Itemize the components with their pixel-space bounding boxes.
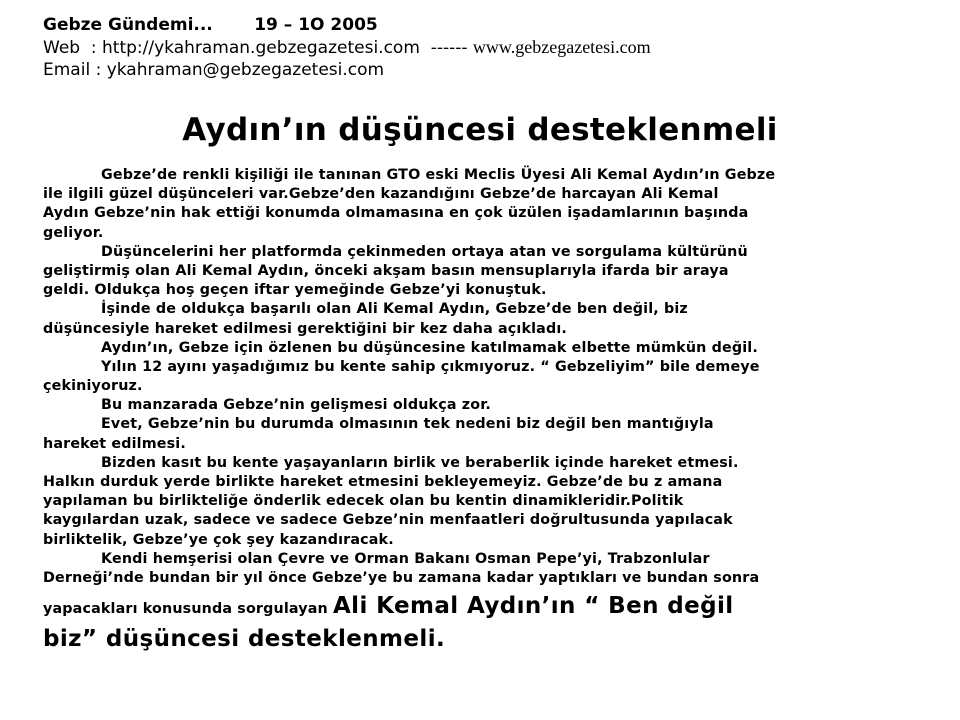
body-line: geliyor. [43, 224, 104, 241]
email-link[interactable]: ykahraman@gebzegazetesi.com [106, 60, 385, 80]
body-line: çekiniyoruz. [43, 378, 143, 395]
source-name: Gebze Gündemi... [43, 15, 213, 35]
closing-line [43, 588, 903, 624]
body-line: Gebze’de renkli kişiliği ile tanınan GTO eski Meclis Üyesi Ali Kemal Aydın’ın Gebze [101, 167, 776, 183]
closing-lead-text: yapacakları konusunda sorgulayan [43, 601, 333, 618]
source-line [43, 14, 651, 36]
body-line: kaygılardan uzak, sadece ve sadece Gebze’nin menfaatleri doğrultusunda yapılacak [43, 512, 733, 529]
body-line: İşinde de oldukça başarılı olan Ali Kemal Aydın, Gebze’de ben değil, biz [101, 301, 688, 318]
body-line: yapılaman bu birlikteliğe önderlik edecek olan bu kentin dinamikleridir.Politik [43, 493, 684, 510]
body-line: geliştirmiş olan Ali Kemal Aydın, önceki akşam basın mensuplarıyla ifarda bir araya [43, 262, 729, 279]
body-line: Kendi hemşerisi olan Çevre ve Orman Bakanı Osman Pepe’yi, Trabzonlular [101, 550, 710, 567]
web-line [43, 36, 651, 59]
body-line: Halkın durduk yerde birlikte hareket etmesini bekleyemeyiz. Gebze’de bu z amana [43, 474, 723, 490]
web-label: Web : [43, 38, 103, 58]
email-line [43, 59, 651, 81]
article-title: Aydın’ın düşüncesi desteklenmeli [182, 112, 778, 148]
body-line: Aydın’ın, Gebze için özlenen bu düşüncesine katılmamak elbette mümkün değil. [101, 339, 758, 356]
web-url-link[interactable]: http://ykahraman.gebzegazetesi.com [102, 38, 420, 58]
body-line: Bu manzarada Gebze’nin gelişmesi oldukça zor. [101, 397, 491, 414]
body-line: Düşüncelerini her platformda çekinmeden ortaya atan ve sorgulama kültürünü [101, 243, 748, 260]
email-label: Email : [43, 60, 107, 80]
body-line: birliktelik, Gebze’ye çok şey kazandıracak. [43, 531, 394, 548]
body-line: Derneği’nde bundan bir yıl önce Gebze’ye bu zamana kadar yaptıkları ve bundan sonra [43, 569, 760, 586]
article-header [43, 14, 651, 81]
closing-emphasis-2: biz” düşüncesi desteklenmeli. [43, 626, 446, 653]
publish-date: 19 – 1O 2005 [254, 15, 378, 35]
site-link[interactable]: www.gebzegazetesi.com [472, 37, 651, 57]
body-line: geldi. Oldukça hoş geçen iftar yemeğinde Gebze’yi konuştuk. [43, 282, 547, 299]
body-line: Yılın 12 ayını yaşadığımız bu kente sahip çıkmıyoruz. “ Gebzeliyim” bile demeye [101, 358, 760, 375]
body-line: hareket edilmesi. [43, 435, 186, 452]
article-body [43, 166, 903, 654]
body-line: ile ilgili güzel düşünceleri var.Gebze’den kazandığını Gebze’de harcayan Ali Kemal [43, 186, 719, 203]
body-line: düşüncesiyle hareket edilmesi gerektiğini bir kez daha açıkladı. [43, 320, 567, 337]
separator: ------ [419, 38, 473, 58]
body-line: Bizden kasıt bu kente yaşayanların birlik ve beraberlik içinde hareket etmesi. [101, 454, 739, 471]
closing-emphasis-1: Ali Kemal Aydın’ın “ Ben değil [332, 593, 734, 620]
body-line: Evet, Gebze’nin bu durumda olmasının tek nedeni biz değil ben mantığıyla [101, 416, 714, 433]
body-line: Aydın Gebze’nin hak ettiği konumda olmamasına en çok üzülen işadamlarının başında [43, 205, 749, 222]
